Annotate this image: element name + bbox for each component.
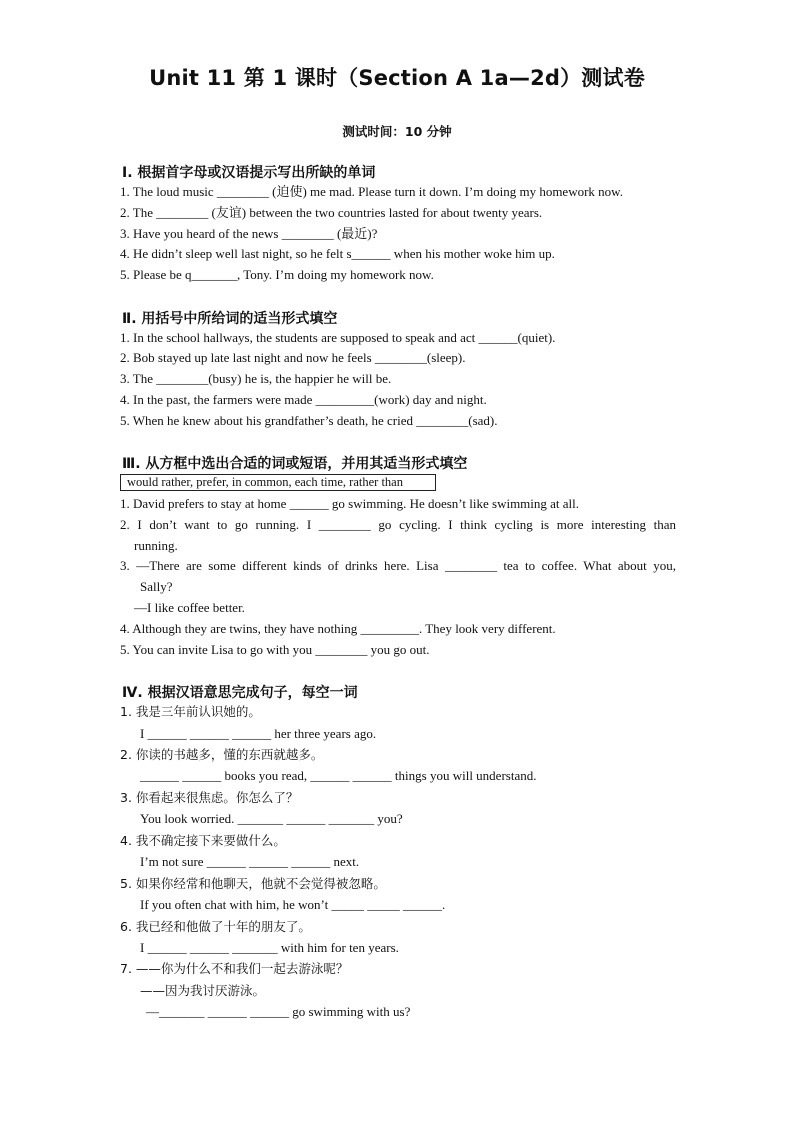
- section-2-heading: Ⅱ. 用括号中所给词的适当形式填空: [122, 311, 338, 327]
- section-4-item-7-answer-chinese: ——因为我讨厌游泳。: [140, 983, 266, 998]
- section-3-item-1: 1. David prefers to stay at home ______ go swimming. He doesn’t like swimming at all.: [120, 496, 580, 511]
- section-4-item-1-chinese: 1. 我是三年前认识她的。: [120, 704, 261, 719]
- section-4-item-4-chinese: 4. 我不确定接下来要做什么。: [120, 833, 286, 848]
- section-3-item-2-cont: running.: [134, 538, 178, 553]
- word-bank-box: would rather, prefer, in common, each time, rather than: [120, 474, 436, 491]
- section-4-item-4-english: I’m not sure ______ ______ ______ next.: [140, 854, 360, 869]
- page-title: Unit 11 第 1 课时（Section A 1a—2d）测试卷: [149, 66, 645, 90]
- section-3-item-4: 4. Although they are twins, they have nothing _________. They look very different.: [120, 621, 556, 636]
- section-3-item-3: 3. —There are some different kinds of drinks here. Lisa ________ tea to coffee. What about you,: [120, 558, 676, 573]
- section-2-item-3: 3. The ________(busy) he is, the happier he will be.: [120, 371, 392, 386]
- section-4-item-1-english: I ______ ______ ______ her three years ago.: [140, 726, 377, 741]
- section-3-heading: Ⅲ. 从方框中选出合适的词或短语，并用其适当形式填空: [122, 456, 468, 472]
- section-3-item-3-cont: Sally?: [140, 579, 173, 594]
- section-1-item-3: 3. Have you heard of the news ________ (最近)?: [120, 226, 378, 241]
- section-3-item-5: 5. You can invite Lisa to go with you ________ you go out.: [120, 642, 430, 657]
- section-1-item-1: 1. The loud music ________ (迫使) me mad. Please turn it down. I’m doing my homework now.: [120, 184, 623, 199]
- section-1-heading: Ⅰ. 根据首字母或汉语提示写出所缺的单词: [122, 165, 376, 181]
- section-2-item-4: 4. In the past, the farmers were made _________(work) day and night.: [120, 392, 487, 407]
- section-4-item-7-question-chinese: 7. ——你为什么不和我们一起去游泳呢？: [120, 961, 349, 976]
- section-4-item-2-chinese: 2. 你读的书越多，懂的东西就越多。: [120, 747, 324, 762]
- test-duration: 测试时间：10 分钟: [342, 124, 452, 139]
- section-2-item-1: 1. In the school hallways, the students are supposed to speak and act ______(quiet).: [120, 330, 556, 345]
- section-1-item-5: 5. Please be q_______, Tony. I’m doing my homework now.: [120, 267, 434, 282]
- section-1-item-4: 4. He didn’t sleep well last night, so he felt s______ when his mother woke him up.: [120, 246, 555, 261]
- section-4-item-3-chinese: 3. 你看起来很焦虑。你怎么了？: [120, 790, 299, 805]
- section-4-item-3-english: You look worried. _______ ______ _______ you?: [140, 811, 403, 826]
- section-2-item-5: 5. When he knew about his grandfather’s death, he cried ________(sad).: [120, 413, 498, 428]
- section-4-item-5-chinese: 5. 如果你经常和他聊天，他就不会觉得被忽略。: [120, 876, 386, 891]
- section-2-item-2: 2. Bob stayed up late last night and now he feels ________(sleep).: [120, 350, 466, 365]
- section-3-item-3-reply: —I like coffee better.: [134, 600, 245, 615]
- section-4-item-6-chinese: 6. 我已经和他做了十年的朋友了。: [120, 919, 311, 934]
- section-1-item-2: 2. The ________ (友谊) between the two countries lasted for about twenty years.: [120, 205, 543, 220]
- section-4-item-2-english: ______ ______ books you read, ______ ______ things you will understand.: [140, 768, 537, 783]
- section-4-heading: Ⅳ. 根据汉语意思完成句子，每空一词: [122, 685, 358, 701]
- section-4-item-6-english: I ______ ______ _______ with him for ten years.: [140, 940, 399, 955]
- section-3-item-2: 2. I don’t want to go running. I ________ go cycling. I think cycling is more interesting than: [120, 517, 676, 532]
- section-4-item-7-english: —_______ ______ ______ go swimming with us?: [146, 1004, 411, 1019]
- section-4-item-5-english: If you often chat with him, he won’t _____ _____ ______.: [140, 897, 446, 912]
